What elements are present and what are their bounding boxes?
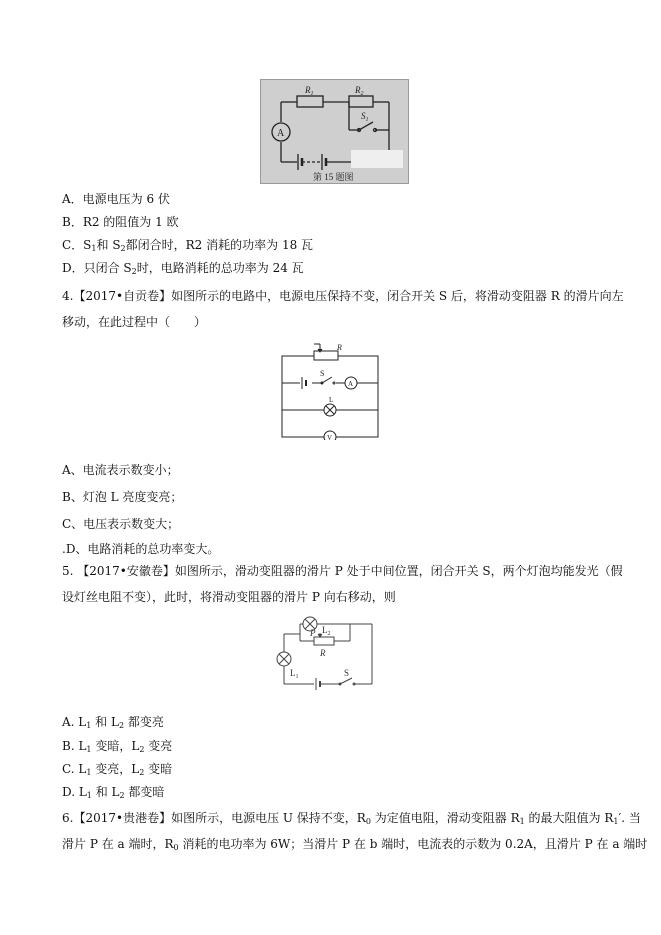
q6-stem-line1: 6.【2017•贵港卷】如图所示，电源电压 U 保持不变，$R_0$ 为定值电阻，滑动变阻器 $R_1$ 的最大阻值为 $R_1'$. 当 — [62, 811, 641, 826]
svg-text:R: R — [320, 648, 326, 658]
svg-text:L1: $L_1$ — [290, 668, 299, 680]
svg-text:S: S — [344, 668, 350, 678]
svg-text:R1: $R_1$ — [305, 85, 314, 97]
q3-option-d: D．只闭合 $S_2$时，电路消耗的总功率为 24 瓦 — [62, 261, 304, 276]
q4-stem-line2: 移动，在此过程中（ ） — [62, 315, 207, 329]
q5-option-d: D. $L_1$ 和 $L_2$ 都变暗 — [62, 785, 165, 800]
svg-text:P: P — [310, 628, 316, 638]
svg-text:R: R — [337, 343, 342, 352]
svg-text:L: L — [329, 396, 334, 404]
q5-option-a: A. $L_1$ 和 $L_2$ 都变亮 — [62, 715, 164, 730]
svg-text:第 15 题图: 第 15 题图 — [313, 172, 354, 182]
q4-option-b: B、灯泡 L 亮度变亮； — [62, 490, 183, 504]
q4-circuit-figure — [280, 340, 382, 440]
svg-text:R2: $R_2$ — [355, 85, 364, 97]
svg-text:A: A — [348, 380, 354, 388]
r1-resistor — [297, 96, 323, 107]
r2-resistor — [349, 96, 373, 107]
q4-stem-line1: 4.【2017•自贡卷】如图所示的电路中，电源电压保持不变，闭合开关 S 后，将滑动变阻器 R 的滑片向左 — [62, 289, 624, 303]
rheostat-r — [314, 351, 338, 360]
q6-stem-line2: 滑片 P 在 a 端时，$R_0$ 消耗的电功率为 6W；当滑片 P 在 b 端时，电流表的示数为 0.2A，且滑片 P 在 a 端时 — [62, 837, 648, 852]
svg-text:A: A — [277, 128, 285, 139]
q5-option-b: B. $L_1$ 变暗，$L_2$ 变亮 — [62, 739, 173, 754]
q5-circuit-diagram — [270, 612, 390, 692]
svg-text:L2: $L_2$ — [322, 625, 331, 637]
svg-text:S1: $S_1$ — [361, 111, 369, 123]
q3-circuit-figure — [260, 79, 409, 184]
q5-circuit-figure — [270, 612, 390, 692]
q3-option-b: B．R2 的阻值为 1 欧 — [62, 215, 179, 229]
q5-option-c: C. $L_1$ 变亮，$L_2$ 变暗 — [62, 762, 173, 777]
q5-stem-line2: 设灯丝电阻不变），此时，将滑动变阻器的滑片 P 向右移动，则 — [62, 590, 396, 604]
q4-circuit-diagram — [280, 340, 382, 440]
rheostat-r — [314, 637, 334, 645]
q4-option-c: C、电压表示数变大； — [62, 517, 180, 531]
q4-option-d: .D、电路消耗的总功率变大。 — [62, 542, 220, 556]
q3-circuit-diagram — [261, 80, 408, 183]
q5-stem-line1: 5. 【2017•安徽卷】如图所示，滑动变阻器的滑片 P 处于中间位置，闭合开关 S，两个灯泡均能发光（假 — [62, 564, 623, 578]
obscured-area — [351, 150, 403, 168]
q3-option-c: C．$S_1$和 $S_2$都闭合时，R2 消耗的功率为 18 瓦 — [62, 238, 314, 253]
svg-text:S: S — [320, 369, 325, 378]
q3-option-a: A．电源电压为 6 伏 — [62, 192, 170, 206]
svg-text:V: V — [327, 434, 333, 440]
q4-option-a: A、电流表示数变小； — [62, 463, 179, 477]
